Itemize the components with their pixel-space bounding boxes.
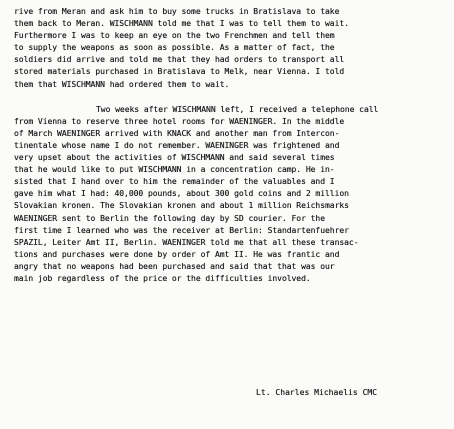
text-line: Furthermore I was to keep an eye on the two Frenchmen and tell them <box>14 31 335 41</box>
text-line: from Vienna to reserve three hotel rooms for WAENINGER. In the middle <box>14 116 345 126</box>
text-line: Slovakian kronen. The Slovakian kronen and about 1 million Reichsmarks <box>14 201 349 211</box>
paragraph-gap <box>14 91 446 104</box>
text-line: stored materials purchased in Bratislava to Melk, near Vienna. I told <box>14 67 345 77</box>
document-body <box>14 6 446 285</box>
text-line: to supply the weapons as soon as possible. As a matter of fact, the <box>14 43 335 53</box>
text-line: angry that no weapons had been purchased and said that that was our <box>14 261 335 271</box>
signature-line: Lt. Charles Michaelis CMC <box>256 388 378 397</box>
paragraph-1 <box>14 6 446 91</box>
text-line: them that WISCHMANN had ordered them to wait. <box>14 79 230 89</box>
text-line: very upset about the activities of WISCHMANN and said several times <box>14 153 335 163</box>
text-line: gave him what I had: 40,000 pounds, about 300 gold coins and 2 million <box>14 189 349 199</box>
text-line: rive from Meran and ask him to buy some trucks in Bratislava to take <box>14 7 340 16</box>
text-line: SPAZIL, Leiter Amt II, Berlin. WAENINGER told me that all these transac- <box>14 237 359 247</box>
text-line: main job regardless of the price or the difficulties involved. <box>14 273 311 283</box>
paragraph-2 <box>14 104 446 285</box>
text-line: tions and purchases were done by order of Amt II. He was frantic and <box>14 249 340 259</box>
text-line: Two weeks after WISCHMANN left, I received a telephone call <box>96 104 379 114</box>
text-line: them back to Meran. WISCHMANN told me that I was to tell them to wait. <box>14 19 349 29</box>
text-line: soldiers did arrive and told me that they had orders to transport all <box>14 55 345 65</box>
text-line: WAENINGER sent to Berlin the following day by SD courier. For the <box>14 213 326 223</box>
text-line: first time I learned who was the receiver at Berlin: Standartenfuehrer <box>14 225 349 235</box>
text-line: that he would like to put WISCHMANN in a concentration camp. He in- <box>14 165 335 175</box>
text-line: sisted that I hand over to him the remainder of the valuables and I <box>14 177 335 187</box>
text-line: of March WAENINGER arrived with KNACK and another man from Intercon- <box>14 128 340 138</box>
text-line: tinentale whose name I do not remember. WAENINGER was frightened and <box>14 140 340 150</box>
